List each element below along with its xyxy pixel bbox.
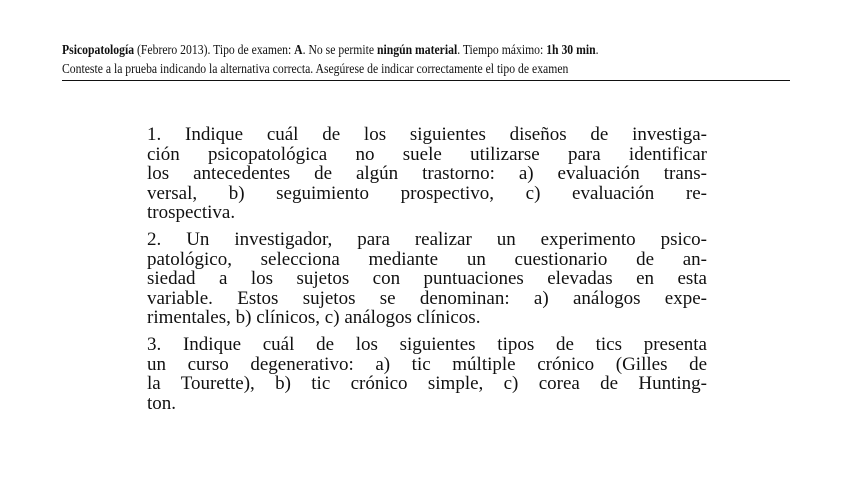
max-time: 1h 30 min — [546, 42, 596, 57]
exam-instructions: Conteste a la prueba indicando la alternativa correcta. Asegúrese de indicar correctamente el tipo de examen — [62, 61, 569, 76]
subject-name: Psicopatología — [62, 42, 135, 57]
exam-type: A — [294, 42, 303, 57]
question-1-line: los antecedentes de algún trastorno: a) evaluación trans- — [147, 163, 707, 185]
exam-header-line-1 — [62, 40, 790, 59]
question-3-line: ton. — [147, 392, 177, 414]
materials-prefix: . No se permite — [302, 42, 377, 57]
question-2-line: 2. Un investigador, para realizar un experimento psico- — [147, 228, 707, 250]
question-list — [147, 125, 707, 420]
question-2 — [147, 230, 707, 328]
header-line-end: . — [595, 42, 599, 57]
question-3 — [147, 335, 707, 413]
question-2-line: patológico, selecciona mediante un cuestionario de an- — [147, 248, 707, 270]
question-1-line: 1. Indique cuál de los siguientes diseños de investiga- — [147, 124, 707, 145]
question-1 — [147, 125, 707, 223]
exam-header — [62, 40, 790, 78]
question-3-line: un curso degenerativo: a) tic múltiple crónico (Gilles de — [147, 353, 707, 375]
time-prefix: . Tiempo máximo: — [457, 42, 547, 57]
materials-rule: ningún material — [376, 42, 458, 57]
question-3-line: la Tourette), b) tic crónico simple, c) corea de Hunting- — [147, 373, 707, 395]
question-2-line: rimentales, b) clínicos, c) análogos clínicos. — [147, 307, 481, 329]
question-3-line: 3. Indique cuál de los siguientes tipos de tics presenta — [147, 333, 707, 355]
question-1-line: ción psicopatológica no suele utilizarse para identificar — [147, 143, 707, 165]
header-divider — [62, 80, 790, 81]
question-2-line: siedad a los sujetos con puntuaciones elevadas en esta — [147, 268, 707, 290]
question-1-line: versal, b) seguimiento prospectivo, c) evaluación re- — [147, 182, 707, 204]
question-1-line: trospectiva. — [147, 202, 236, 224]
question-2-line: variable. Estos sujetos se denominan: a) análogos expe- — [147, 287, 707, 309]
session-text: (Febrero 2013). Tipo de examen: — [134, 42, 295, 57]
